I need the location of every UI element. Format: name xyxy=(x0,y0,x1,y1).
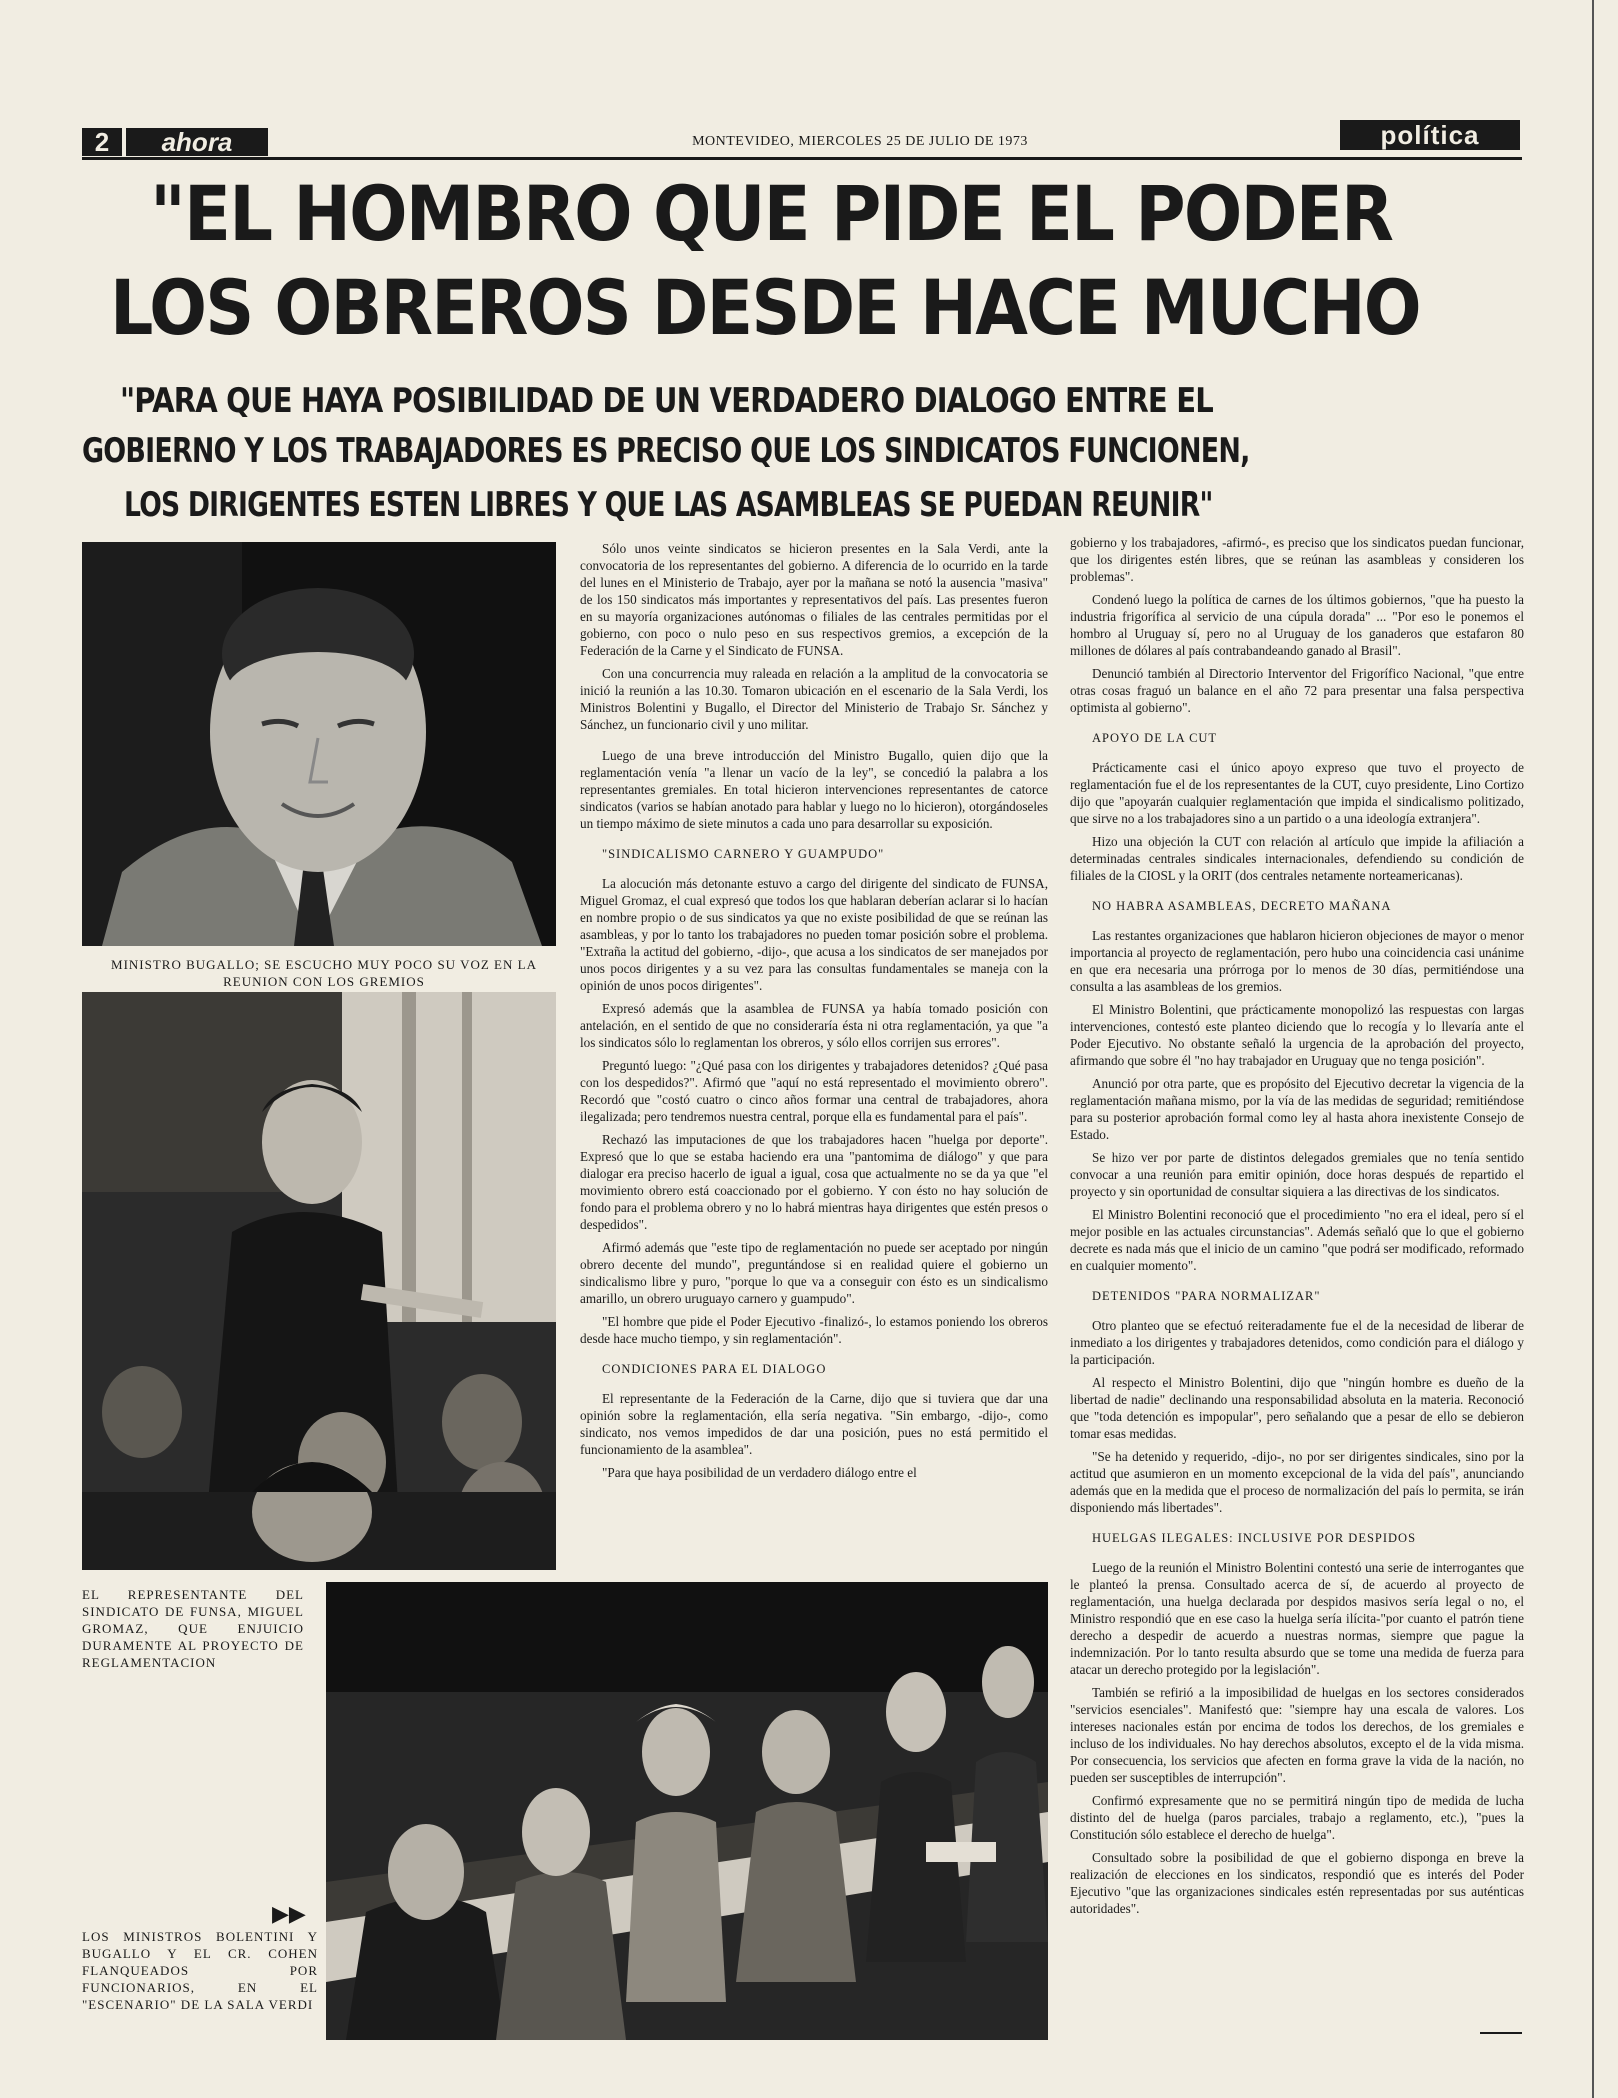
dateline: MONTEVIDEO, MIERCOLES 25 DE JULIO DE 1973 xyxy=(692,134,1028,149)
paragraph: "El hombre que pide el Poder Ejecutivo -finalizó-, lo estamos poniendo los obreros desde hace mucho tiempo, y sin reglamentación". xyxy=(580,1314,1048,1346)
section-subhead: CONDICIONES PARA EL DIALOGO xyxy=(602,1362,827,1376)
paragraph: Consultado sobre la posibilidad de que el gobierno disponga en breve la realización de elecciones en los sindicatos, respondió que es interés del Poder Ejecutivo "que las organizaciones sindicales estén representadas por sus auténticas autoridades". xyxy=(1070,1850,1524,1916)
caption-photo-1: MINISTRO BUGALLO; SE ESCUCHO MUY POCO SU VOZ EN LA REUNION CON LOS GREMIOS xyxy=(111,957,537,989)
paragraph: Prácticamente casi el único apoyo expreso que tuvo el proyecto de reglamentación fue el de los representantes de la CUT, cuyo presidente, Lino Cortizo dijo que "apoyarán cualquier reglamentación que impida el sindicalismo politizado, que sirve no a los trabajadores sino a un partido o a una ideología extranjera". xyxy=(1070,760,1524,826)
paragraph: "Se ha detenido y requerido, -dijo-, no por ser dirigentes sindicales, sino por la actitud que asumieron en un momento excepcional de la vida del país", anunciando además que en la medida que el proceso de normalización del país lo permita, se irán disponiendo más libertades". xyxy=(1070,1449,1524,1515)
arrow-icon: ▶▶ xyxy=(272,1902,306,1927)
masthead-logo: ahora xyxy=(126,128,268,156)
paragraph: Las restantes organizaciones que hablaron hicieron objeciones de mayor o menor importancia al proyecto de reglamentación, pero hubo una coincidencia casi unánime en que era necesaria una prórroga por lo menos de 30 días, permitiéndose una consulta a las asambleas de los gremios. xyxy=(1070,928,1524,994)
article-column-1 xyxy=(580,540,1048,1487)
paragraph: Anunció por otra parte, que es propósito del Ejecutivo decretar la vigencia de la reglamentación mañana mismo, por la vía de las medidas de seguridad; remitiéndose para su posterior aprobación formal como ley al hasta ahora inexistente Consejo de Estado. xyxy=(1070,1076,1524,1142)
caption-photo-2: EL REPRESENTANTE DEL SINDICATO DE FUNSA, MIGUEL GROMAZ, QUE ENJUICIO DURAMENTE AL PROYECTO DE REGLAMENTACION xyxy=(82,1587,304,1670)
paragraph: Afirmó además que "este tipo de reglamentación no puede ser aceptado por ningún obrero decente del mundo", preguntándose si en realidad quiere el gobierno un sindicalismo libre y puro, "porque lo que va a conseguir con ésto es un sindicalismo amarillo, un obrero uruguayo carnero y guampudo". xyxy=(580,1240,1048,1306)
subhead-line-3: LOS DIRIGENTES ESTEN LIBRES Y QUE LAS ASAMBLEAS SE PUEDAN REUNIR" xyxy=(124,485,1213,525)
paragraph: Luego de la reunión el Ministro Bolentini contestó una serie de interrogantes que le planteó la prensa. Consultado acerca de sí, de acuerdo al proyecto de reglamentación, una huelga declarada por despidos masivos sería legal o no, el Ministro respondió que en ese caso la huelga sería ilícita-"por cuanto el patrón tiene derecho a despedir de acuerdo a nuestras normas, siempre que pague la indemnización. Por lo tanto resulta absurdo que se tome una medida de fuerza para atacar un derecho protegido por la legislación". xyxy=(1070,1560,1524,1677)
page-number: 2 xyxy=(82,128,122,156)
paragraph: gobierno y los trabajadores, -afirmó-, es preciso que los sindicatos puedan funcionar, que los dirigentes estén libres, que se reúnan las asambleas y consideren los problemas". xyxy=(1070,535,1524,584)
headline-line-2: LOS OBREROS DESDE HACE MUCHO xyxy=(110,263,1420,352)
paragraph: Con una concurrencia muy raleada en relación a la amplitud de la convocatoria se inició la reunión a las 10.30. Tomaron ubicación en el escenario de la Sala Verdi, los Ministros Bolentini y Bugallo, el Director del Ministerio de Trabajo Sr. Sánchez y Sánchez, un funcionario civil y uno militar. xyxy=(580,666,1048,732)
section-subhead: DETENIDOS "PARA NORMALIZAR" xyxy=(1092,1289,1321,1303)
photo-ministers-stage xyxy=(326,1582,1048,2040)
paragraph: "Para que haya posibilidad de un verdadero diálogo entre el xyxy=(602,1465,917,1480)
paragraph: Rechazó las imputaciones de que los trabajadores hacen "huelga por deporte". Expresó que lo que se estaba haciendo era una "pantomima de diálogo" y que para dialogar era preciso hacerlo de igual a igual, cosa que actualmente no se da ya que "el movimiento obrero está coaccionado por el gobierno. Y con ésto no hay solución de fondo para el problema obrero y no lo habrá mientras haya dirigentes que estén presos o despedidos". xyxy=(580,1132,1048,1232)
section-subhead: "SINDICALISMO CARNERO Y GUAMPUDO" xyxy=(602,847,885,861)
paragraph: Denunció también al Directorio Interventor del Frigorífico Nacional, "que entre otras cosas fraguó un balance en el año 72 para presentar una falsa perspectiva optimista al gobierno". xyxy=(1070,666,1524,715)
headline-line-1: "EL HOMBRO QUE PIDE EL PODER xyxy=(150,169,1393,258)
paragraph: Sólo unos veinte sindicatos se hicieron presentes en la Sala Verdi, ante la convocatoria de los representantes del gobierno. A diferencia de lo ocurrido en la tarde del lunes en el Ministerio de Trabajo, ayer por la mañana se notó la ausencia "masiva" de los 150 sindicatos más importantes y representativos del país. Las presentes fueron en su mayoría organizaciones autónomas o filiales de las centrales permitidas por el gobierno, con poco o nulo peso en sus respectivos gremios, a excepción de la Federación de la Carne y el Sindicato de FUNSA. xyxy=(580,541,1048,658)
page-right-rule xyxy=(1592,0,1594,2098)
caption-photo-3: LOS MINISTROS BOLENTINI Y BUGALLO Y EL CR. COHEN FLANQUEADOS POR FUNCIONARIOS, EN EL "ESCENARIO" DE LA SALA VERDI xyxy=(82,1929,318,2012)
section-subhead: NO HABRA ASAMBLEAS, DECRETO MAÑANA xyxy=(1092,899,1392,913)
paragraph: Hizo una objeción la CUT con relación al artículo que impide la afiliación a determinadas centrales sindicales internacionales, defendiendo su condición de filiales de la CIOSL y la ORIT (dos centrales netamente norteamericanas). xyxy=(1070,834,1524,883)
photo-miguel-gromaz xyxy=(82,992,556,1570)
paragraph: El Ministro Bolentini reconoció que el procedimiento "no era el ideal, pero sí el mejor posible en las actuales circunstancias". Además señaló que lo que el gobierno decrete es nada más que el inicio de un camino "que podrá ser modificado, reformado en cualquier momento". xyxy=(1070,1207,1524,1273)
section-label: política xyxy=(1340,120,1520,150)
photo-minister-bugallo xyxy=(82,542,556,946)
paragraph: Al respecto el Ministro Bolentini, dijo que "ningún hombre es dueño de la libertad de nadie" declinando una responsabilidad absoluta en la materia. Reconoció que "toda detención es impopular", pero señalando que a pesar de ello se debieron tomar esas medidas. xyxy=(1070,1375,1524,1441)
paragraph: Luego de una breve introducción del Ministro Bugallo, quien dijo que la reglamentación venía "a llenar un vacío de la ley", se concedió la palabra a los representantes gremiales. En total hicieron intervenciones representantes de catorce sindicatos (varios se habían anotado para hablar y luego no lo hicieron), otorgándoseles un tiempo máximo de siete minutos a cada uno para desarrollar su exposición. xyxy=(580,748,1048,831)
bottom-rule xyxy=(1480,2032,1522,2034)
paragraph: Preguntó luego: "¿Qué pasa con los dirigentes y trabajadores detenidos? ¿Qué pasa con los despedidos?". Afirmó que "aquí no está representado el movimiento obrero". Recordó que "costó cuatro o cinco años formar una central de trabajadores, ahora ilegalizada; pero tendremos nuestra central, porque ella es fundamental para el país". xyxy=(580,1058,1048,1124)
section-subhead: APOYO DE LA CUT xyxy=(1092,731,1218,745)
header-rule xyxy=(82,157,1522,160)
paragraph: Condenó luego la política de carnes de los últimos gobiernos, "que ha puesto la industria frigorífica al servicio de una cúpula dorada" ... "Por eso le ponemos el hombro al Uruguay sí, pero no al Uruguay de los ganaderos que estafaron 80 millones de dólares al país contrabandeando ganado al Brasil". xyxy=(1070,592,1524,658)
paragraph: La alocución más detonante estuvo a cargo del dirigente del sindicato de FUNSA, Miguel Gromaz, el cual expresó que todos los que hablaran deberían aclarar si lo hacían en nombre propio o de sus sindicatos ya que no existe posibilidad de que se reúnan las asambleas, y por lo tanto los trabajadores no pueden tomar posición sobre el problema. "Extraña la actitud del gobierno, -dijo-, que acusa a los sindicatos de ser manejados por unos pocos dirigentes y a su vez para las consultas fundamentales se maneja con la opinión de unos pocos dirigentes". xyxy=(580,876,1048,993)
paragraph: Confirmó expresamente que no se permitirá ningún tipo de medida de lucha distinto del de huelga (paros parciales, trabajo a reglamento, etc.), "pues la Constitución sólo establece el derecho de huelga". xyxy=(1070,1793,1524,1842)
paragraph: Expresó además que la asamblea de FUNSA ya había tomado posición con antelación, en el sentido de que no consideraría ésta ni otra reglamentación, ya que "a los sindicatos sólo lo reglamentan los obreros, y sólo ellos corrijen sus errores". xyxy=(580,1001,1048,1050)
paragraph: Otro planteo que se efectuó reiteradamente fue el de la necesidad de liberar de inmediato a los dirigentes y trabajadores detenidos, como condición para el diálogo y la participación. xyxy=(1070,1318,1524,1367)
article-column-2 xyxy=(1070,534,1524,1923)
paragraph: El Ministro Bolentini, que prácticamente monopolizó las respuestas con largas intervenciones, contestó este planteo diciendo que lo recogía y lo llevaría ante el Poder Ejecutivo. No obstante señaló la urgencia de la aprobación del proyecto, afirmando que sobre él "no hay trabajador en Uruguay que no tenga posición". xyxy=(1070,1002,1524,1068)
subhead-line-1: "PARA QUE HAYA POSIBILIDAD DE UN VERDADERO DIALOGO ENTRE EL xyxy=(120,381,1213,421)
paragraph: También se refirió a la imposibilidad de huelgas en los sectores considerados "servicios esenciales". Manifestó que: "siempre hay una escala de valores. Los intereses nacionales están por encima de todos los derechos, de los gremiales e incluso de los individuales. No hay derechos absolutos, excepto el de la vida misma. Por consecuencia, los servicios que afecten en forma grave la vida de la nación, no pueden ser susceptibles de interrupción". xyxy=(1070,1685,1524,1785)
paragraph: Se hizo ver por parte de distintos delegados gremiales que no tenía sentido convocar a una reunión para emitir opinión, doce horas después de repartido el proyecto y sin oportunidad de consultar siquiera a las directivas de los sindicatos. xyxy=(1070,1150,1524,1199)
section-subhead: HUELGAS ILEGALES: INCLUSIVE POR DESPIDOS xyxy=(1092,1531,1417,1545)
paragraph: El representante de la Federación de la Carne, dijo que si tuviera que dar una opinión sobre la reglamentación, ella sería negativa. "Sin embargo, -dijo-, como sindicato, nos vemos impedidos de dar una posición, pues no está permitido el funcionamiento de la asamblea". xyxy=(580,1391,1048,1457)
subhead-line-2: GOBIERNO Y LOS TRABAJADORES ES PRECISO QUE LOS SINDICATOS FUNCIONEN, xyxy=(82,431,1250,471)
